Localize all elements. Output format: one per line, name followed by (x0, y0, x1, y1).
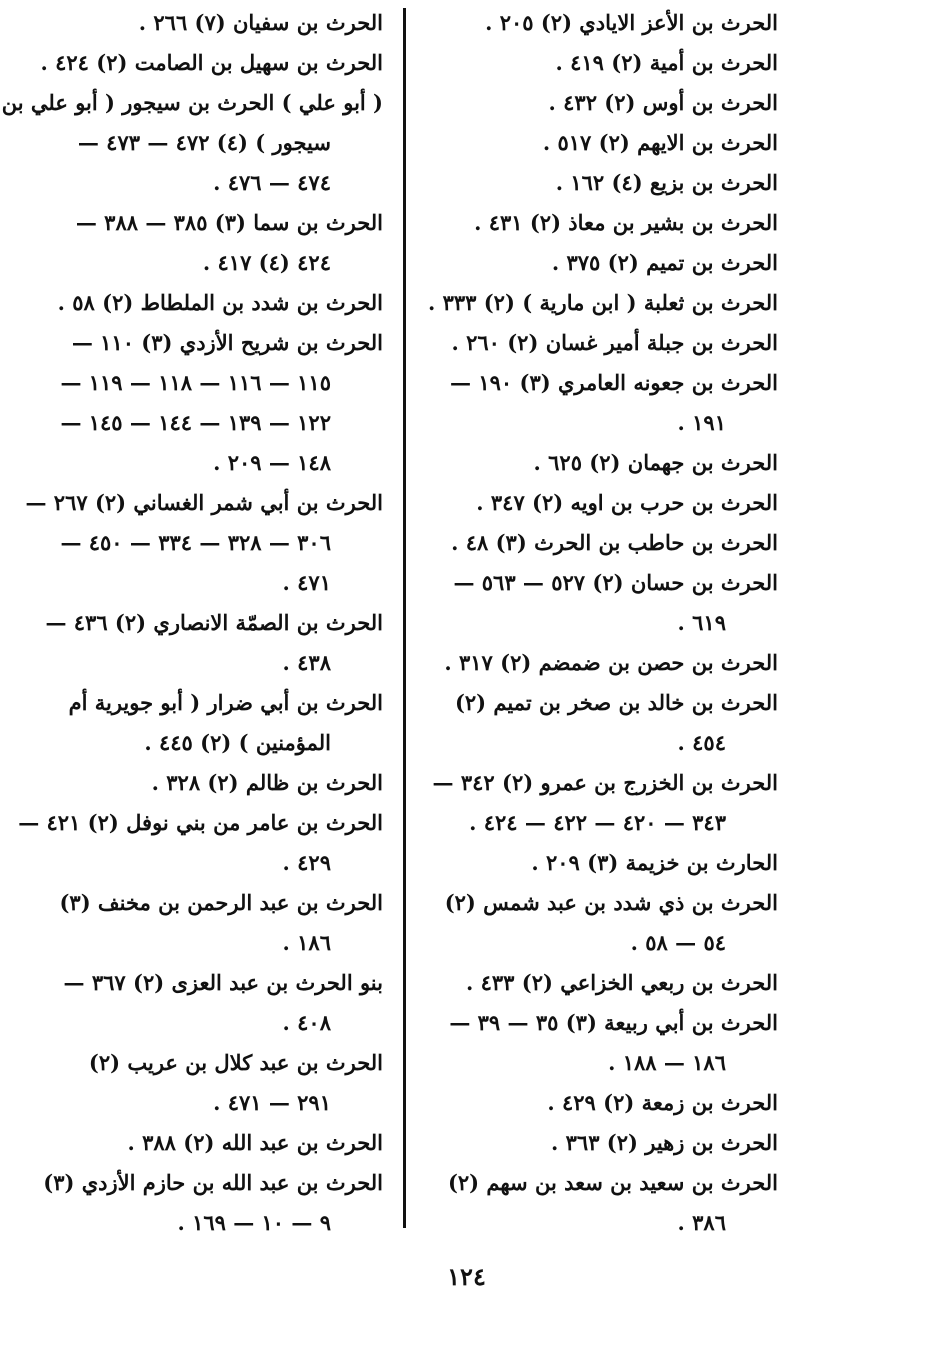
index-entry-continuation: ٤٥٤ . (677, 730, 726, 755)
index-entry: الحرث بن أمية (٢) ٤١٩ . (555, 50, 778, 75)
index-entry: الحرث بن زمعة (٢) ٤٢٩ . (547, 1090, 778, 1115)
index-entry: الحرث بن الخزرج بن عمرو (٢) ٣٤٢ — (432, 770, 778, 795)
index-entry: الحرث بن سهيل بن الصامت (٢) ٤٢٤ . (40, 50, 383, 75)
index-entry-continuation: المؤمنين ) (٢) ٤٤٥ . (144, 730, 331, 755)
index-entry: الحرث بن أبي ضرار ( أبو جويرية أم (68, 690, 383, 715)
index-entry: الحارث بن خزيمة (٣) ٢٠٩ . (531, 850, 778, 875)
right-column (425, 3, 778, 1243)
index-entry: الحرث بن أبي ربيعة (٣) ٣٥ — ٣٩ — (449, 1010, 778, 1035)
index-entry: الحرث بن بزيع (٤) ١٦٢ . (555, 170, 778, 195)
index-entry-continuation: ١٨٦ . (282, 930, 331, 955)
index-entry-continuation: ٤٢٩ . (282, 850, 331, 875)
index-entry-continuation: ٤٣٨ . (282, 650, 331, 675)
index-entry-continuation: ٥٤ — ٥٨ . (630, 930, 726, 955)
index-entry: الحرث بن أبي شمر الغساني (٢) ٢٦٧ — (25, 490, 383, 515)
index-entry-continuation: ١١٥ — ١١٦ — ١١٨ — ١١٩ — (60, 370, 331, 395)
index-entry: الحرث بن الصمّة الانصاري (٢) ٤٣٦ — (45, 610, 383, 635)
index-entry: الحرث بن عامر من بني نوفل (٢) ٤٢١ — (18, 810, 383, 835)
index-entry: ( أبو علي ) الحرث بن سيجور ( أبو علي بن (1, 90, 383, 115)
index-entry: الحرث بن الأعز الايادي (٢) ٢٠٥ . (485, 10, 778, 35)
index-entry: الحرث بن جهمان (٢) ٦٢٥ . (533, 450, 778, 475)
index-entry: الحرث بن خالد بن صخر بن تميم (٢) (454, 690, 778, 715)
index-entry: الحرث بن سعيد بن سعد بن سهم (٢) (447, 1170, 778, 1195)
index-entry-continuation: ٤٧١ . (282, 570, 331, 595)
index-entry-continuation: ١٩١ . (677, 410, 726, 435)
index-entry: الحرث بن جعونه العامري (٣) ١٩٠ — (450, 370, 778, 395)
index-entry-continuation: ٢٩١ — ٤٧١ . (213, 1090, 331, 1115)
index-entry: الحرث بن حسان (٢) ٥٢٧ — ٥٦٣ — (453, 570, 778, 595)
index-entry: الحرث بن الايهم (٢) ٥١٧ . (542, 130, 778, 155)
index-entry: الحرث بن عبد الله بن حازم الأزدي (٣) (43, 1170, 383, 1195)
index-entry: الحرث بن حرب بن اويه (٢) ٣٤٧ . (476, 490, 778, 515)
index-entry-continuation: ٤٧٤ — ٤٧٦ . (213, 170, 331, 195)
index-entry-continuation: سيجور ) (٤) ٤٧٢ — ٤٧٣ — (77, 130, 331, 155)
index-entry: الحرث بن عبد الرحمن بن مخنف (٣) (59, 890, 383, 915)
index-entry: الحرث بن زهير (٢) ٣٦٣ . (551, 1130, 778, 1155)
index-entry-continuation: ١٨٦ — ١٨٨ . (608, 1050, 726, 1075)
index-entry: الحرث بن ذي شدد بن عبد شمس (٢) (444, 890, 778, 915)
index-entry-continuation: ٦١٩ . (677, 610, 726, 635)
index-entry: الحرث بن عبد الله (٢) ٣٨٨ . (127, 1130, 383, 1155)
left-column (1, 3, 383, 1243)
index-entry: الحرث بن ثعلبة ( ابن مارية ) (٢) ٣٣٣ . (427, 290, 778, 315)
index-entry: الحرث بن عبد كلال بن عريب (٢) (88, 1050, 383, 1075)
index-entry-continuation: ١٢٢ — ١٣٩ — ١٤٤ — ١٤٥ — (60, 410, 331, 435)
index-entry: الحرث بن ظالم (٢) ٣٢٨ . (151, 770, 383, 795)
index-entry-continuation: ٤٢٤ (٤) ٤١٧ . (202, 250, 331, 275)
page-number: ١٢٤ (447, 1262, 486, 1291)
index-entry: الحرث بن حاطب بن الحرث (٣) ٤٨ . (451, 530, 778, 555)
index-entry: الحرث بن سما (٣) ٣٨٥ — ٣٨٨ — (75, 210, 383, 235)
index-entry-continuation: ١٤٨ — ٢٠٩ . (213, 450, 331, 475)
index-entry: الحرث بن جبلة أمير غسان (٢) ٢٦٠ . (451, 330, 778, 355)
index-entry: الحرث بن سفيان (٧) ٢٦٦ . (138, 10, 383, 35)
index-entry: الحرث بن شدد بن الملطاط (٢) ٥٨ . (57, 290, 383, 315)
column-divider (403, 8, 406, 1228)
index-entry: الحرث بن أوس (٢) ٤٣٢ . (548, 90, 778, 115)
index-entry: بنو الحرث بن عبد العزى (٢) ٣٦٧ — (63, 970, 383, 995)
index-entry: الحرث بن شريح الأزدي (٣) ١١٠ — (71, 330, 383, 355)
index-entry-continuation: ٣٠٦ — ٣٢٨ — ٣٣٤ — ٤٥٠ — (60, 530, 331, 555)
index-entry-continuation: ٣٨٦ . (677, 1210, 726, 1235)
index-entry: الحرث بن تميم (٢) ٣٧٥ . (551, 250, 778, 275)
index-entry: الحرث بن بشير بن معاذ (٢) ٤٣١ . (474, 210, 778, 235)
index-entry: الحرث بن ربعي الخزاعي (٢) ٤٣٣ . (465, 970, 778, 995)
index-entry-continuation: ٤٠٨ . (282, 1010, 331, 1035)
index-entry-continuation: ٩ — ١٠ — ١٦٩ . (177, 1210, 331, 1235)
index-entry-continuation: ٣٤٣ — ٤٢٠ — ٤٢٢ — ٤٢٤ . (469, 810, 726, 835)
index-entry: الحرث بن حصن بن ضمضم (٢) ٣١٧ . (444, 650, 778, 675)
